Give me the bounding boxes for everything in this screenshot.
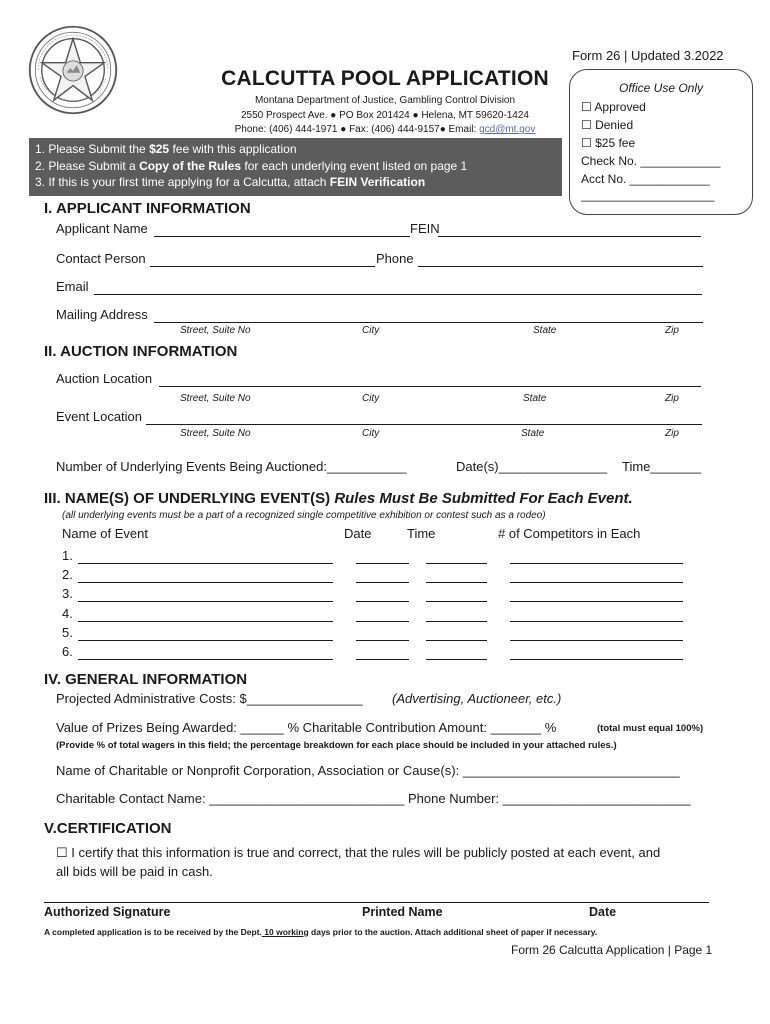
event-row-number: 6. bbox=[62, 644, 73, 659]
certify-checkbox[interactable]: ☐ I certify that this information is true and correct, that the rules will be publicly posted at each event, and bbox=[56, 845, 661, 860]
caption-zip: Zip bbox=[665, 428, 679, 439]
office-approved-checkbox[interactable]: ☐ Approved bbox=[581, 100, 646, 114]
office-use-box bbox=[569, 69, 753, 215]
event-date-field[interactable] bbox=[356, 601, 409, 602]
office-acct-number[interactable]: Acct No. ____________ bbox=[581, 172, 710, 186]
rules-required-note: Rules Must Be Submitted For Each Event. bbox=[334, 490, 633, 507]
event-date-field[interactable] bbox=[356, 659, 409, 660]
event-row-number: 2. bbox=[62, 567, 73, 582]
event-row-number: 3. bbox=[62, 586, 73, 601]
event-time-field[interactable] bbox=[426, 563, 487, 564]
instruction-2: 2. Please Submit a Copy of the Rules for each underlying event listed on page 1 bbox=[35, 158, 468, 173]
instructions-banner bbox=[29, 138, 562, 196]
montana-doj-seal-logo bbox=[27, 24, 119, 116]
printed-name-label: Printed Name bbox=[362, 905, 443, 919]
events-hint: (all underlying events must be a part of a recognized single competitive exhibition or contest such as a rodeo) bbox=[62, 510, 546, 521]
event-competitors-field[interactable] bbox=[510, 563, 683, 564]
event-competitors-field[interactable] bbox=[510, 601, 683, 602]
caption-street: Street, Suite No bbox=[180, 325, 251, 336]
caption-street: Street, Suite No bbox=[180, 428, 251, 439]
admin-costs-hint: (Advertising, Auctioneer, etc.) bbox=[392, 691, 562, 706]
page-footer: Form 26 Calcutta Application | Page 1 bbox=[511, 943, 713, 957]
event-name-field[interactable] bbox=[78, 621, 333, 622]
caption-state: State bbox=[521, 428, 545, 439]
deadline-footnote: A completed application is to be received by the Dept. 10 working days prior to the auction. Attach additional sheet of paper if necessary. bbox=[44, 927, 598, 937]
caption-zip: Zip bbox=[665, 325, 679, 336]
event-competitors-field[interactable] bbox=[510, 621, 683, 622]
col-competitors: # of Competitors in Each bbox=[498, 526, 641, 541]
event-time-field[interactable] bbox=[426, 621, 487, 622]
auction-location-field[interactable] bbox=[159, 386, 701, 387]
event-location-field[interactable] bbox=[146, 424, 702, 425]
dates-field[interactable]: Date(s)_______________ bbox=[456, 459, 608, 474]
contact-person-field[interactable] bbox=[150, 266, 375, 267]
department-name: Montana Department of Justice, Gambling Control Division bbox=[254, 95, 516, 106]
caption-city: City bbox=[362, 428, 380, 439]
department-contact bbox=[200, 124, 570, 135]
section-general-heading: IV. GENERAL INFORMATION bbox=[44, 671, 248, 688]
event-time-field[interactable] bbox=[426, 601, 487, 602]
num-events-field[interactable]: Number of Underlying Events Being Auctioned:___________ bbox=[56, 459, 407, 474]
event-name-field[interactable] bbox=[78, 563, 333, 564]
fein-label: FEIN bbox=[410, 221, 440, 236]
contact-text: Phone: (406) 444-1971 ● Fax: (406) 444-9157● Email: bbox=[234, 124, 480, 135]
event-time-field[interactable] bbox=[426, 659, 487, 660]
event-date-field[interactable] bbox=[356, 621, 409, 622]
caption-state: State bbox=[523, 393, 547, 404]
section-auction-heading: II. AUCTION INFORMATION bbox=[44, 343, 238, 360]
event-date-field[interactable] bbox=[356, 640, 409, 641]
office-fee-checkbox[interactable]: ☐ $25 fee bbox=[581, 136, 636, 150]
event-row-number: 4. bbox=[62, 606, 73, 621]
event-row-number: 5. bbox=[62, 625, 73, 640]
signature-label: Authorized Signature bbox=[44, 905, 171, 919]
charity-contact-field[interactable]: Charitable Contact Name: ___________________________ Phone Number: __________________________ bbox=[56, 791, 691, 806]
section-events-heading: III. NAME(S) OF UNDERLYING EVENT(S) Rules Must Be Submitted For Each Event. bbox=[44, 490, 633, 507]
email-link[interactable]: gcd@mt.gov bbox=[479, 124, 536, 135]
mailing-address-field[interactable] bbox=[154, 322, 703, 323]
total-note: (total must equal 100%) bbox=[597, 723, 704, 734]
col-date: Date bbox=[344, 526, 372, 541]
charity-name-field[interactable]: Name of Charitable or Nonprofit Corporation, Association or Cause(s): ______________________________ bbox=[56, 763, 680, 778]
event-time-field[interactable] bbox=[426, 640, 487, 641]
event-name-field[interactable] bbox=[78, 601, 333, 602]
admin-costs-field[interactable]: Projected Administrative Costs: $________________ bbox=[56, 691, 363, 706]
office-extra-line[interactable]: ____________________ bbox=[581, 188, 715, 202]
event-row-number: 1. bbox=[62, 548, 73, 563]
auction-location-label: Auction Location bbox=[56, 371, 153, 386]
time-field[interactable]: Time_______ bbox=[622, 459, 702, 474]
event-competitors-field[interactable] bbox=[510, 640, 683, 641]
event-time-field[interactable] bbox=[426, 582, 487, 583]
instruction-1: 1. Please Submit the $25 fee with this application bbox=[35, 142, 297, 156]
percentage-note: (Provide % of total wagers in this field; the percentage breakdown for each place should be included in your attached rules.) bbox=[56, 740, 617, 751]
office-denied-checkbox[interactable]: ☐ Denied bbox=[581, 118, 634, 132]
applicant-name-field[interactable] bbox=[154, 236, 410, 237]
event-location-label: Event Location bbox=[56, 409, 143, 424]
caption-zip: Zip bbox=[665, 393, 679, 404]
caption-street: Street, Suite No bbox=[180, 393, 251, 404]
fein-field[interactable] bbox=[438, 236, 701, 237]
office-use-heading: Office Use Only bbox=[618, 81, 704, 95]
email-field[interactable] bbox=[94, 294, 702, 295]
caption-city: City bbox=[362, 393, 380, 404]
event-competitors-field[interactable] bbox=[510, 582, 683, 583]
event-name-field[interactable] bbox=[78, 659, 333, 660]
event-name-field[interactable] bbox=[78, 640, 333, 641]
office-check-number[interactable]: Check No. ____________ bbox=[581, 154, 721, 168]
instruction-3: 3. If this is your first time applying for a Calcutta, attach FEIN Verification bbox=[35, 175, 426, 189]
section-certification-heading: V.CERTIFICATION bbox=[44, 820, 172, 837]
event-date-field[interactable] bbox=[356, 563, 409, 564]
mailing-address-label: Mailing Address bbox=[56, 307, 148, 322]
email-label: Email bbox=[56, 279, 89, 294]
date-label: Date bbox=[589, 905, 617, 919]
form-number: Form 26 | Updated 3.2022 bbox=[572, 48, 724, 63]
col-time: Time bbox=[407, 526, 436, 541]
caption-state: State bbox=[533, 325, 557, 336]
prizes-contribution-field[interactable]: Value of Prizes Being Awarded: ______ % Charitable Contribution Amount: _______ % bbox=[56, 720, 557, 735]
section-applicant-heading: I. APPLICANT INFORMATION bbox=[44, 200, 251, 217]
phone-field[interactable] bbox=[418, 266, 703, 267]
col-event-name: Name of Event bbox=[62, 526, 148, 541]
caption-city: City bbox=[362, 325, 380, 336]
signature-line[interactable] bbox=[44, 902, 709, 903]
department-address: 2550 Prospect Ave. ● PO Box 201424 ● Helena, MT 59620-1424 bbox=[240, 110, 529, 121]
phone-label: Phone bbox=[376, 251, 414, 266]
page-title: CALCUTTA POOL APPLICATION bbox=[221, 67, 549, 90]
event-competitors-field[interactable] bbox=[510, 659, 683, 660]
contact-person-label: Contact Person bbox=[56, 251, 146, 266]
applicant-name-label: Applicant Name bbox=[56, 221, 148, 236]
event-date-field[interactable] bbox=[356, 582, 409, 583]
event-name-field[interactable] bbox=[78, 582, 333, 583]
certify-line-2: all bids will be paid in cash. bbox=[56, 864, 213, 879]
